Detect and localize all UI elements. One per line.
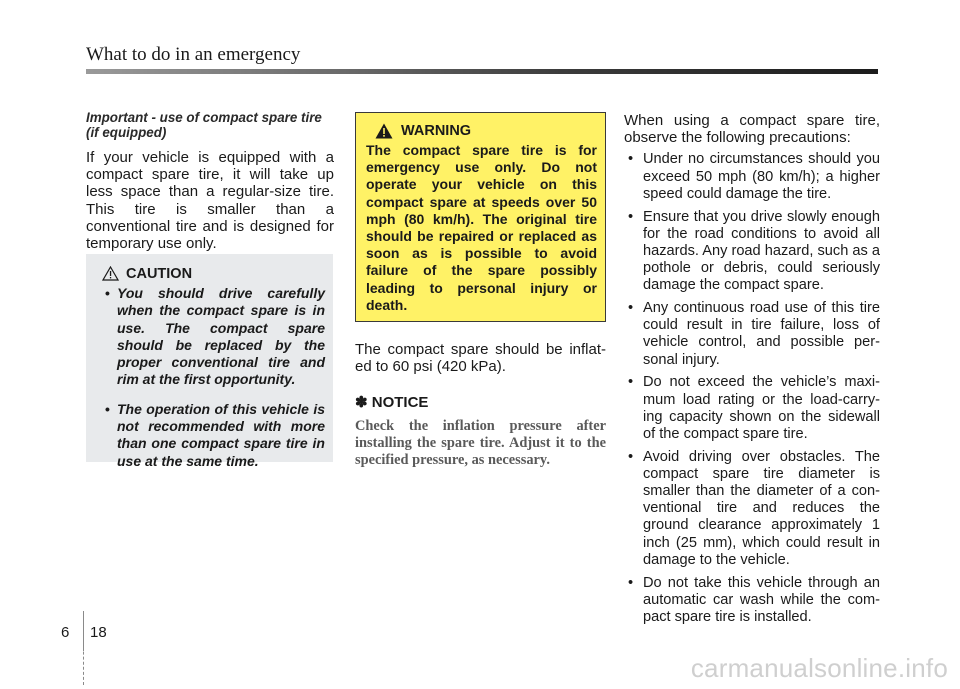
warning-triangle-icon xyxy=(375,123,393,139)
warning-title: WARNING xyxy=(401,123,472,139)
caution-box xyxy=(86,254,333,469)
page-header-title: What to do in an emergency xyxy=(86,44,301,65)
watermark: carmanualsonline.info xyxy=(690,653,948,683)
page-divider-line-solid xyxy=(83,611,84,651)
inflation-paragraph: The compact spare should be inflat-ed to 60 psi (420 kPa). xyxy=(355,341,606,376)
caution-header xyxy=(102,264,325,282)
precaution-item: • Under no circumstances should you exceed 50 mph (80 km/h); a higher speed could damage the tire. xyxy=(624,151,880,203)
warning-box xyxy=(355,112,606,322)
notice-title: ✽ NOTICE xyxy=(355,394,429,411)
warning-header xyxy=(375,123,597,139)
column-right xyxy=(624,112,880,632)
column-left xyxy=(86,110,334,252)
precaution-item: • Ensure that you drive slowly enough for the road conditions to avoid all hazards. Any road hazard, such as a pothole or debris, could seriously damage the compact spare. xyxy=(624,209,880,295)
header-rule xyxy=(86,69,878,74)
precaution-item: • Avoid driving over obstacles. The compact spare tire diameter is smaller than the diameter of a con-ventional tire and reduces the ground clearance approximately 1 inch (25 mm), which could result in damage to the vehicle. xyxy=(624,449,880,569)
warning-text: The compact spare tire is for emergency use only. Do not operate your vehicle on this compact spare at speeds over 50 mph (80 km/h). The original tire should be repaired or replaced as soon as is possible to avoid failure of the spare possibly leading to personal injury or death. xyxy=(366,142,597,313)
caution-list xyxy=(98,285,325,470)
precaution-item: • Do not exceed the vehicle’s maxi-mum load rating or the load-carry-ing capacity shown on the sidewall of the compact spare tire. xyxy=(624,374,880,443)
subhead-line-2: (if equipped) xyxy=(86,125,167,140)
caution-title: CAUTION xyxy=(126,266,193,282)
precautions-list xyxy=(624,151,880,626)
precaution-item: • Do not take this vehicle through an automatic car wash while the com-pact spare tire is installed. xyxy=(624,575,880,627)
page-number: 18 xyxy=(90,624,107,641)
section-subhead xyxy=(86,110,334,140)
precautions-intro: When using a compact spare tire, observe the following precautions: xyxy=(624,112,880,147)
caution-triangle-icon xyxy=(102,266,119,281)
precaution-item: • Any continuous road use of this tire could result in tire failure, loss of vehicle control, and possible per-sonal injury. xyxy=(624,300,880,369)
intro-paragraph: If your vehicle is equipped with a compact spare tire, it will take up less space than a regular-size tire. This tire is smaller than a conventional tire and is designed for temporary use only. xyxy=(86,149,334,253)
subhead-line-1: Important - use of compact spare tire xyxy=(86,110,322,125)
caution-item: • You should drive carefully when the compact spare is in use. The compact spare should be replaced by the proper conventional tire and rim at the first opportunity. xyxy=(98,285,325,389)
chapter-number: 6 xyxy=(61,624,70,641)
caution-item: • The operation of this vehicle is not recommended with more than one compact spare tire in use at the same time. xyxy=(98,401,325,470)
notice-text: Check the inflation pressure after installing the spare tire. Adjust it to the specified pressure, as necessary. xyxy=(355,418,606,468)
